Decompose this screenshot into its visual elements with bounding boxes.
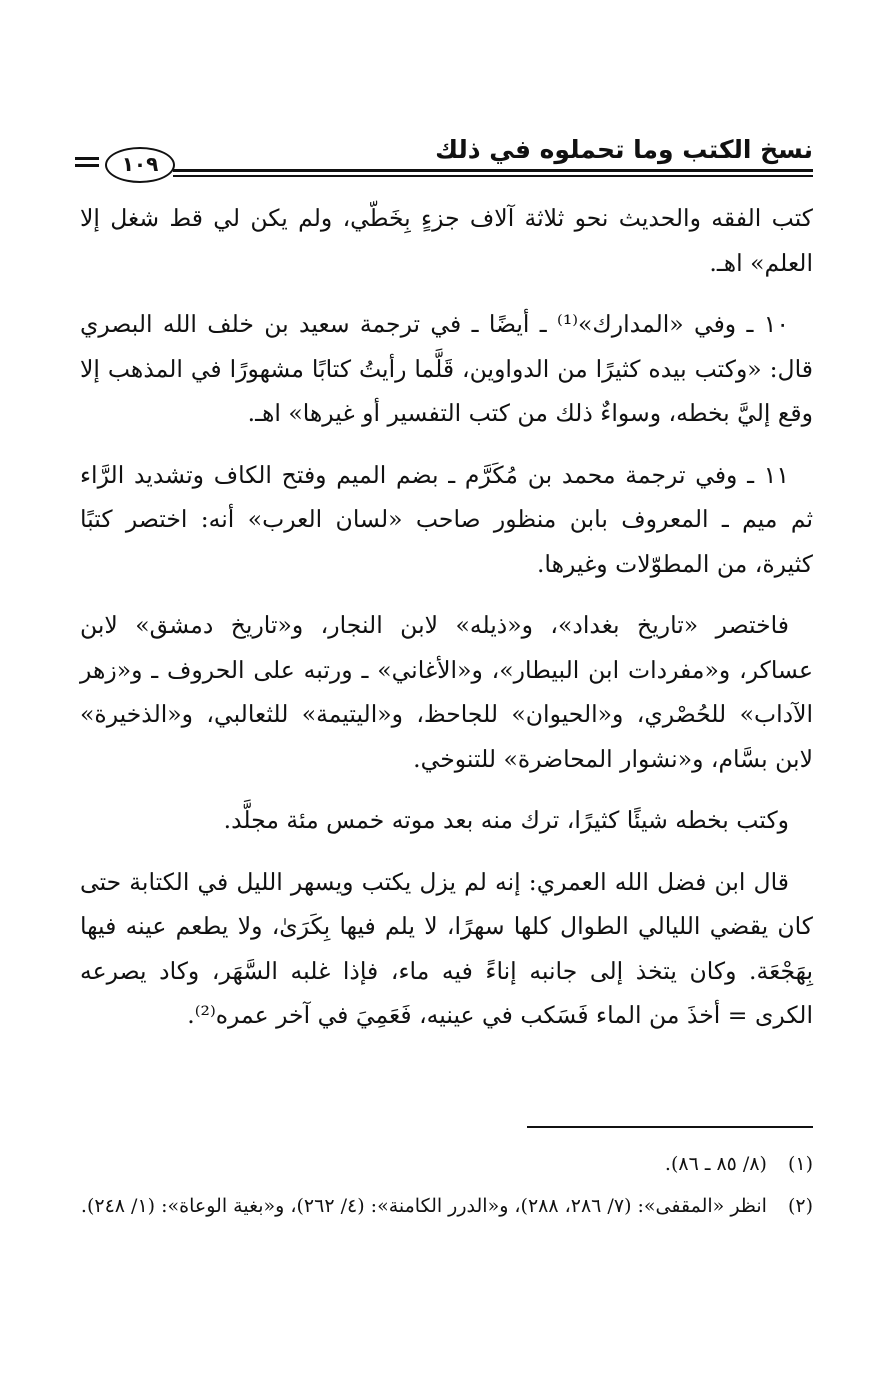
paragraph: كتب الفقه والحديث نحو ثلاثة آلاف جزءٍ بِخَطّي، ولم يكن لي قط شغل إلا العلم» اهـ. (80, 204, 813, 277)
paragraph: ١٠ ـ وفي «المدارك»⁽¹⁾ ـ أيضًا ـ في ترجمة سعيد بن خلف الله البصري قال: «وكتب بيده كثيرًا من الدواوين، قَلَّما رأيتُ كتابًا مشهورًا في المذهب إلا وقع إليَّ بخطه، وسواءٌ ذلك من كتب التفسير أو غيرها» اهـ. (80, 310, 813, 427)
footnote (80, 1147, 813, 1181)
footnote-number: (١) (787, 1153, 813, 1175)
footnote-text: انظر «المقفى»: (٧/ ٢٨٦، ٢٨٨)، و«الدرر الكامنة»: (٤/ ٢٦٢)، و«بغية الوعاة»: (١/ ٢٤٨). (80, 1195, 767, 1217)
header-title: نسخ الكتب وما تحملوه في ذلك (435, 135, 813, 164)
header-rule-lower (173, 175, 813, 177)
header-rule-short-lower (75, 164, 99, 167)
page-number-badge: ١٠٩ (105, 147, 175, 183)
header-rule-upper (173, 169, 813, 172)
footnotes (80, 1147, 813, 1231)
header-rule-short-upper (75, 157, 99, 160)
footnote-text: (٨/ ٨٥ ـ ٨٦). (664, 1153, 767, 1175)
footnote (80, 1189, 813, 1223)
paragraph: فاختصر «تاريخ بغداد»، و«ذيله» لابن النجار، و«تاريخ دمشق» لابن عساكر، و«مفردات ابن البيطار»، و«الأغاني» ـ ورتبه على الحروف ـ و«زهر الآداب» للحُصْري، و«الحيوان» للجاحظ، و«اليتيمة» للثعالبي، و«الذخيرة» لابن بسَّام، و«نشوار المحاضرة» للتنوخي. (80, 611, 813, 773)
footnote-number: (٢) (787, 1195, 813, 1217)
running-header (75, 135, 813, 183)
paragraph: قال ابن فضل الله العمري: إنه لم يزل يكتب ويسهر الليل في الكتابة حتى كان يقضي الليالي الطوال كلها سهرًا، لا يلم فيها بِكَرَىٰ، ولا يطعم عينه فيها بِهَجْعَة. وكان يتخذ إلى جانبه إناءً فيه ماء، فإذا غلبه السَّهَر، وكاد يصرعه الكرى = أخذَ من الماء فَسَكب في عينيه، فَعَمِيَ في آخر عمره⁽²⁾. (80, 867, 813, 1029)
footnote-separator (527, 1126, 813, 1128)
paragraph: ١١ ـ وفي ترجمة محمد بن مُكَرَّم ـ بضم الميم وفتح الكاف وتشديد الرَّاء ثم ميم ـ المعروف بابن منظور صاحب «لسان العرب» أنه: اختصر كتبًا كثيرة، من المطوّلات وغيرها. (80, 460, 813, 578)
paragraph: وكتب بخطه شيئًا كثيرًا، ترك منه بعد موته خمس مئة مجلَّد. (223, 806, 789, 834)
main-text (80, 196, 813, 1055)
